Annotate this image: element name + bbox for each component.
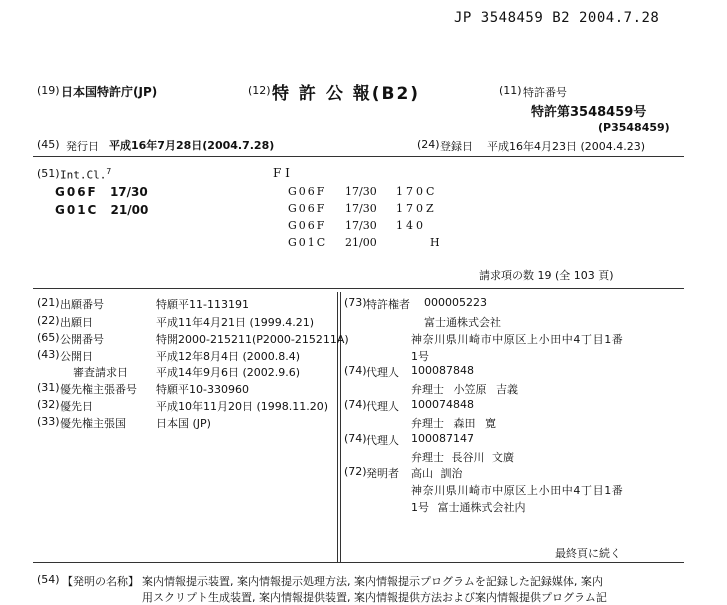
office-name: 日本国特許庁(JP) bbox=[61, 85, 158, 99]
claims-count: 請求項の数 19 (全 103 頁) bbox=[479, 269, 614, 282]
ipc-group: 17/30 bbox=[109, 185, 148, 199]
field-code: (74) bbox=[344, 432, 367, 445]
fi-group: 21/00 bbox=[345, 236, 377, 249]
field-value: 平成11年4月21日 (1999.4.21) bbox=[156, 316, 315, 329]
fi-class: G06F bbox=[288, 185, 327, 198]
field-value: 特願平10-330960 bbox=[156, 383, 249, 396]
fi-group: 17/30 bbox=[345, 219, 377, 232]
field-label: 優先日 bbox=[60, 400, 93, 413]
field-label: 審査請求日 bbox=[73, 366, 128, 379]
invention-title-line2: 用スクリプト生成装置, 案内情報提供装置, 案内情報提供方法および案内情報提供プログラム記 bbox=[142, 591, 607, 604]
field-label: 公開日 bbox=[60, 350, 93, 363]
field-code: (21) bbox=[37, 296, 60, 309]
issue-date-code: (45) bbox=[37, 138, 60, 151]
field-value: 平成14年9月6日 (2002.9.6) bbox=[156, 366, 301, 379]
field-code: (22) bbox=[37, 314, 60, 327]
invention-title-label: 【発明の名称】 bbox=[62, 575, 139, 588]
field-label: 出願番号 bbox=[60, 298, 104, 311]
fi-label: F I bbox=[273, 166, 290, 180]
field-code: (73) bbox=[344, 296, 367, 309]
field-value: 1号 富士通株式会社内 bbox=[411, 501, 526, 514]
fi-subgroup: 170Z bbox=[396, 202, 437, 215]
field-code: (31) bbox=[37, 381, 60, 394]
issue-date-label: 発行日 bbox=[66, 140, 99, 153]
divider-top bbox=[33, 156, 684, 157]
field-value: 弁理士 小笠原 吉義 bbox=[411, 383, 518, 396]
int-cl-edition: 7 bbox=[106, 167, 112, 176]
field-label: 出願日 bbox=[60, 316, 93, 329]
field-value: 100074848 bbox=[411, 398, 474, 411]
fi-line bbox=[288, 202, 437, 215]
fi-group: 17/30 bbox=[345, 202, 377, 215]
publication-type-code: (12) bbox=[248, 84, 271, 97]
fi-subgroup: 140 bbox=[396, 219, 426, 232]
field-label: 優先権主張番号 bbox=[60, 383, 137, 396]
patent-number-label: 特許番号 bbox=[523, 86, 567, 99]
ipc-class: G06F bbox=[55, 185, 98, 199]
fi-line bbox=[288, 185, 438, 198]
fi-class: G06F bbox=[288, 219, 327, 232]
field-value: 高山 訓治 bbox=[411, 467, 463, 480]
ipc-class: G01C bbox=[55, 203, 99, 217]
field-label: 特許権者 bbox=[366, 298, 410, 311]
field-value: 特願平11-113191 bbox=[156, 298, 249, 311]
document-reference: JP 3548459 B2 2004.7.28 bbox=[454, 10, 660, 26]
field-value: 100087848 bbox=[411, 364, 474, 377]
fi-line bbox=[288, 236, 440, 249]
fi-subgroup: H bbox=[430, 236, 440, 249]
field-value: 平成10年11月20日 (1998.11.20) bbox=[156, 400, 329, 413]
field-value: 1号 bbox=[411, 350, 429, 363]
divider-bottom bbox=[33, 562, 684, 563]
ipc-line bbox=[55, 203, 148, 217]
fi-class: G06F bbox=[288, 202, 327, 215]
ipc-line bbox=[55, 185, 148, 199]
field-value: 特開2000-215211(P2000-215211A) bbox=[156, 333, 349, 346]
divider-middle bbox=[33, 288, 684, 289]
field-value: 神奈川県川崎市中原区上小田中4丁目1番 bbox=[411, 484, 624, 497]
int-cl-text: Int.Cl. bbox=[60, 168, 107, 182]
int-cl-label bbox=[60, 167, 111, 182]
field-code: (74) bbox=[344, 398, 367, 411]
field-code: (65) bbox=[37, 331, 60, 344]
field-label: 代理人 bbox=[366, 400, 399, 413]
field-value: 弁理士 森田 寛 bbox=[411, 417, 496, 430]
int-cl-code: (51) bbox=[37, 167, 60, 180]
field-value: 神奈川県川崎市中原区上小田中4丁目1番 bbox=[411, 333, 624, 346]
registration-date-code: (24) bbox=[417, 138, 440, 151]
continued-note: 最終頁に続く bbox=[555, 547, 621, 560]
field-value: 日本国 (JP) bbox=[156, 417, 211, 430]
field-label: 公開番号 bbox=[60, 333, 104, 346]
field-value: 弁理士 長谷川 文廣 bbox=[411, 451, 514, 464]
office-code: (19) bbox=[37, 84, 60, 97]
field-label: 代理人 bbox=[366, 366, 399, 379]
invention-title-line1: 案内情報提示装置, 案内情報提示処理方法, 案内情報提示プログラムを記録した記録媒体, 案内 bbox=[142, 575, 603, 588]
registration-date: 平成16年4月23日 (2004.4.23) bbox=[487, 140, 646, 153]
invention-title-code: (54) bbox=[37, 573, 60, 586]
field-code: (74) bbox=[344, 364, 367, 377]
field-code: (72) bbox=[344, 465, 367, 478]
patent-number: 特許第3548459号 bbox=[531, 105, 647, 120]
field-code: (32) bbox=[37, 398, 60, 411]
field-code: (33) bbox=[37, 415, 60, 428]
patent-number-alt: (P3548459) bbox=[598, 121, 670, 134]
ipc-group: 21/00 bbox=[110, 203, 149, 217]
registration-date-label: 登録日 bbox=[440, 140, 473, 153]
patent-number-code: (11) bbox=[499, 84, 522, 97]
field-label: 優先権主張国 bbox=[60, 417, 126, 430]
field-value: 000005223 bbox=[424, 296, 487, 309]
fi-group: 17/30 bbox=[345, 185, 377, 198]
fi-class: G01C bbox=[288, 236, 328, 249]
field-label: 発明者 bbox=[366, 467, 399, 480]
field-value: 100087147 bbox=[411, 432, 474, 445]
field-value: 平成12年8月4日 (2000.8.4) bbox=[156, 350, 301, 363]
fi-line bbox=[288, 219, 426, 232]
issue-date: 平成16年7月28日(2004.7.28) bbox=[109, 139, 275, 152]
field-value: 富士通株式会社 bbox=[424, 316, 501, 329]
publication-type: 特 許 公 報(B2) bbox=[272, 84, 421, 104]
field-code: (43) bbox=[37, 348, 60, 361]
field-label: 代理人 bbox=[366, 434, 399, 447]
fi-subgroup: 170C bbox=[396, 185, 438, 198]
